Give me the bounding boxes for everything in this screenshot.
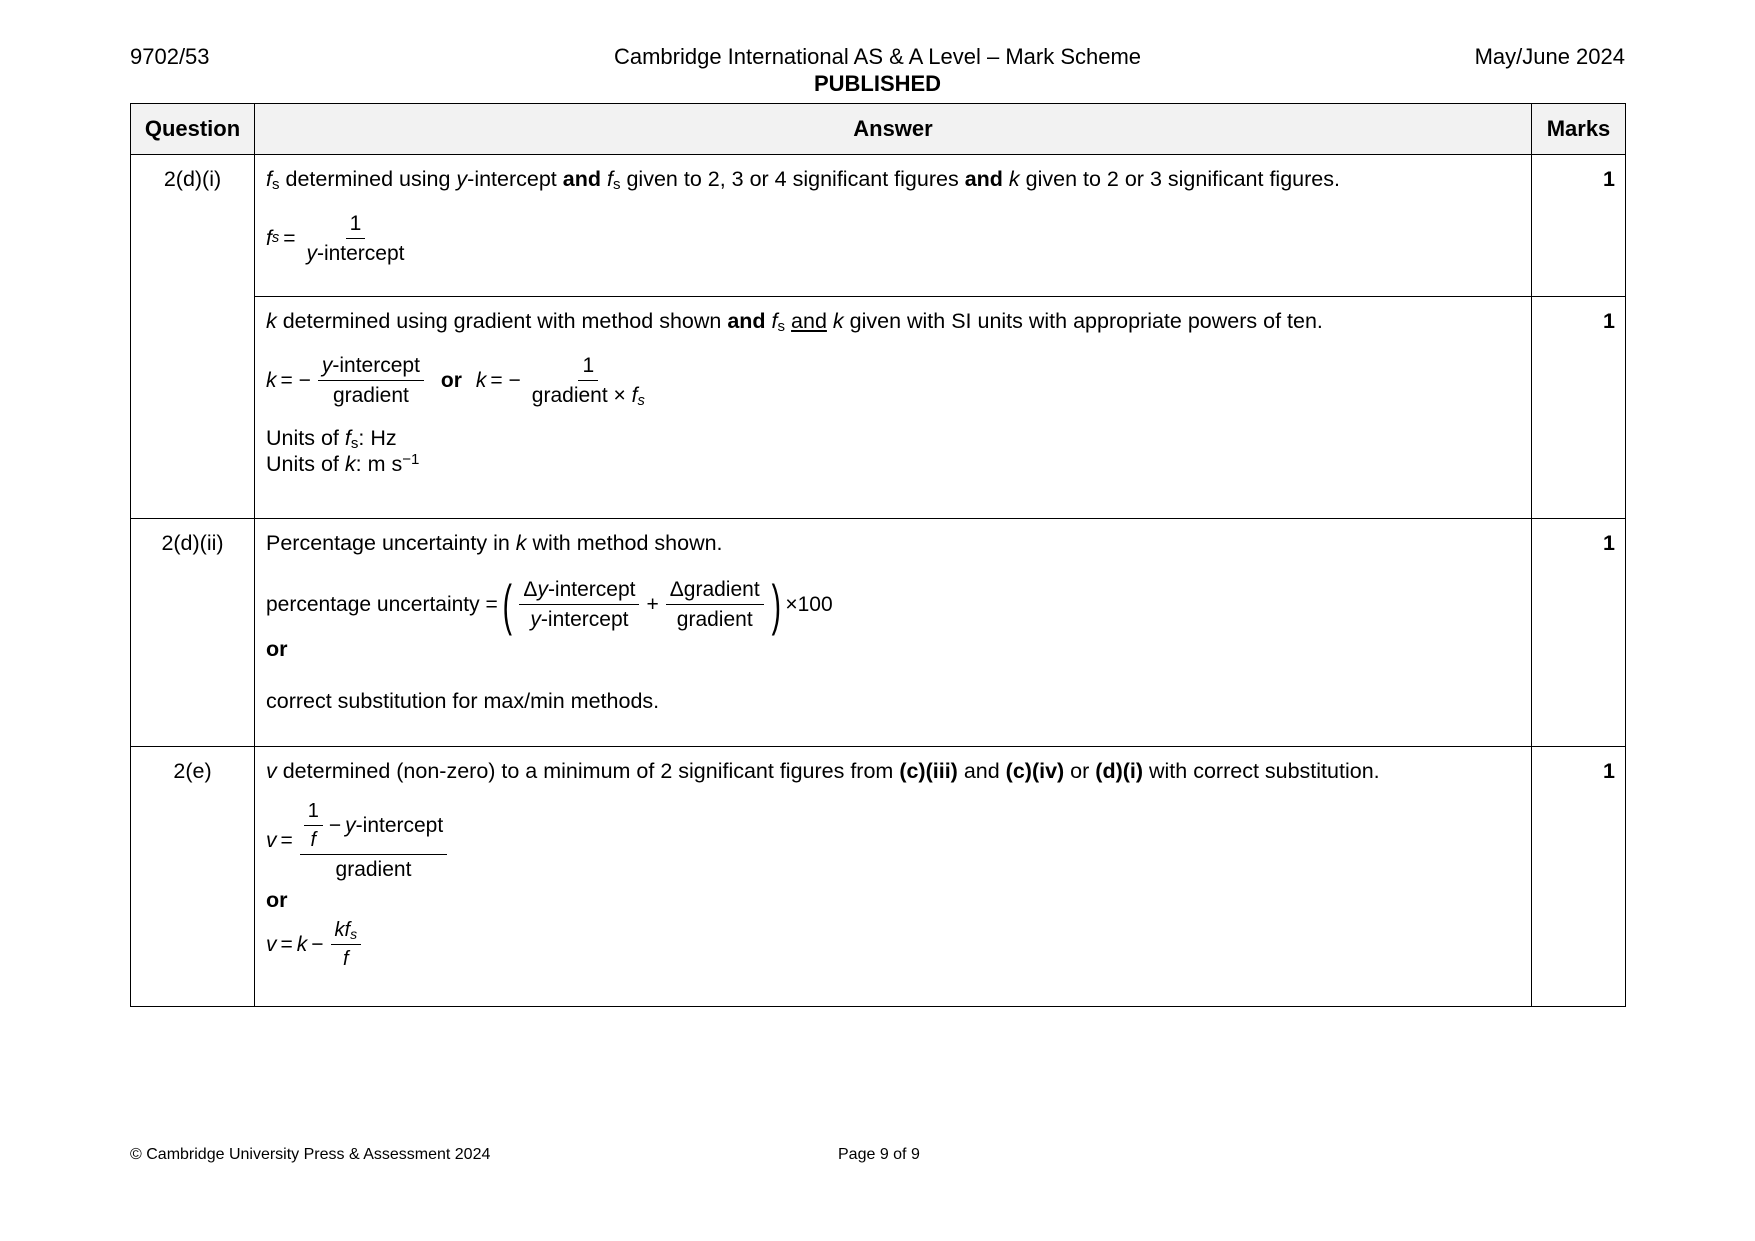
table-row — [131, 519, 1626, 747]
marks-value: 1 — [1532, 297, 1626, 519]
answer-text: k determined using gradient with method shown and $f_s$ and k given with SI units with appropriate powers of ten. — [266, 309, 1323, 335]
equation-v-gradient: v = $\frac{1}{f}$ − y -intercept gradient — [266, 799, 1521, 882]
table-row — [131, 155, 1626, 297]
table-row — [131, 297, 1626, 519]
document-title: Cambridge International AS & A Level – Mark Scheme — [613, 44, 1142, 69]
equation-k: k = − $\frac{\text{y-intercept}}{\text{gradient}}$ or k = − $\frac{1}{gradient \times f_s}$ — [266, 353, 645, 409]
question-number: 2(e) — [131, 747, 255, 1007]
page-number: Page 9 of 9 — [838, 1146, 920, 1163]
or-label: or — [266, 887, 288, 912]
marks-value: 1 — [1532, 155, 1626, 297]
equation-v-k: v = k − $\frac{kf_s}{f}$ — [266, 918, 1521, 971]
marks-value: 1 — [1532, 747, 1626, 1007]
header-question: Question — [131, 104, 255, 155]
equation-percentage-uncertainty: percentage uncertainty = ( $\frac{\text{Δy-intercept}}{\text{y-intercept}}$ + $\frac{\text{Δgradient}}{\text{gradient}}$ ) ×100 — [266, 572, 833, 636]
table-row — [131, 747, 1626, 1007]
or-label: or — [266, 636, 288, 661]
copyright-notice: © Cambridge University Press & Assessment 2024 — [130, 1146, 491, 1163]
paper-code: 9702/53 — [130, 44, 210, 69]
table-header-row — [131, 104, 1626, 155]
answer-text: Percentage uncertainty in k with method shown. — [266, 531, 723, 555]
question-number: 2(d)(i) — [131, 155, 255, 519]
answer-text: v determined (non-zero) to a minimum of 2 significant figures from (c)(iii) and (c)(iv) or (d)(i) with correct substitution. — [266, 759, 1380, 783]
answer-cell — [255, 155, 1532, 297]
answer-text: $f_s$ determined using y-intercept and $f_s$ given to 2, 3 or 4 significant figures and k given to 2 or 3 significant figures. — [266, 167, 1340, 193]
answer-cell — [255, 519, 1532, 747]
header-marks: Marks — [1532, 104, 1626, 155]
answer-cell — [255, 747, 1532, 1007]
published-label: PUBLISHED — [813, 71, 942, 96]
mark-scheme-table — [130, 103, 1626, 1007]
header-answer: Answer — [255, 104, 1532, 155]
exam-session: May/June 2024 — [1474, 44, 1625, 69]
answer-cell — [255, 297, 1532, 519]
equation-fs: f s = $\frac{1}{\text{y-intercept}}$ — [266, 211, 405, 265]
question-number: 2(d)(ii) — [131, 519, 255, 747]
alternative-text: correct substitution for max/min methods. — [266, 688, 660, 713]
units-text: Units of $f_s$: Hz Units of k: m $s^{-1}$ — [266, 426, 420, 476]
marks-value: 1 — [1532, 519, 1626, 747]
